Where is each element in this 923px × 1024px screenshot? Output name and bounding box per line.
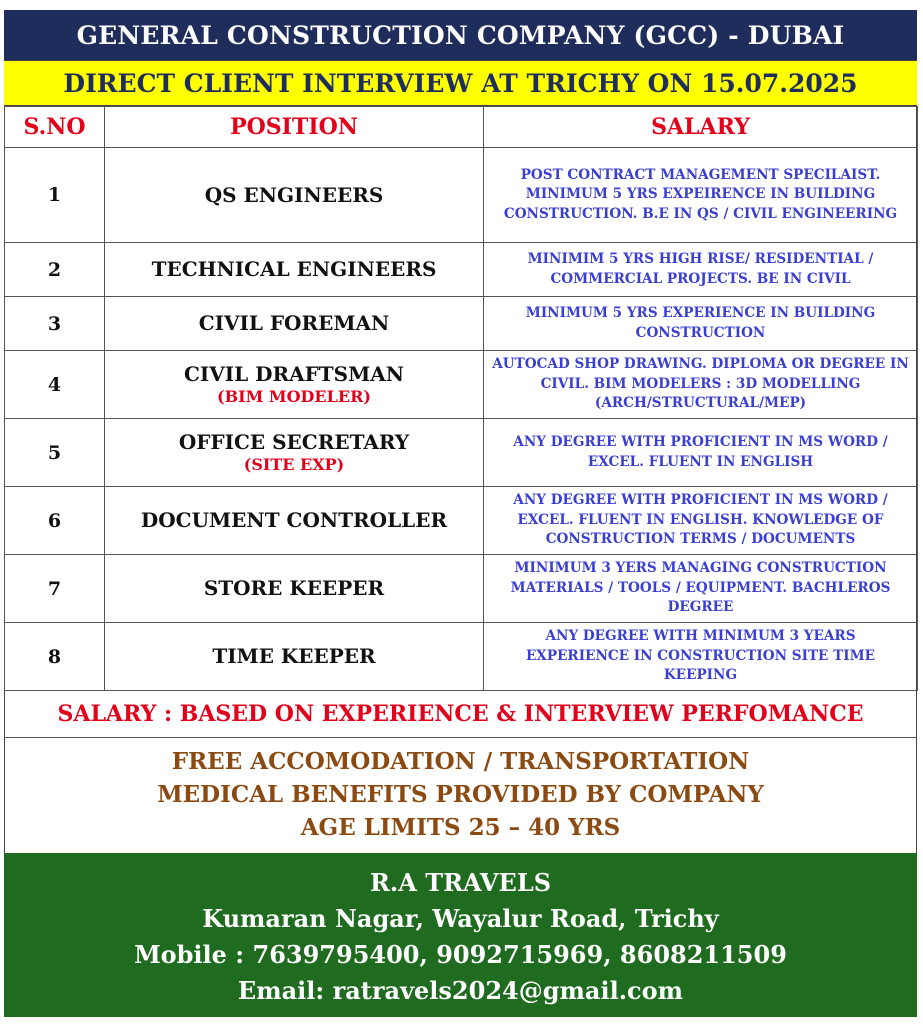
row-sno: 3 — [5, 297, 105, 351]
position-title: DOCUMENT CONTROLLER — [140, 508, 448, 532]
agency-name: R.A TRAVELS — [369, 868, 552, 897]
row-position — [105, 243, 484, 297]
row-position — [105, 419, 484, 487]
table-row — [5, 419, 918, 487]
column-header-position: POSITION — [105, 107, 484, 148]
row-requirement: MINIMUM 3 YERS MANAGING CONSTRUCTION MATERIALS / TOOLS / EQUIPMENT. BACHLEROS DEGREE — [484, 555, 918, 623]
position-title: CIVIL FOREMAN — [198, 311, 390, 335]
column-header-salary: SALARY — [484, 107, 918, 148]
row-sno: 1 — [5, 148, 105, 243]
position-title: OFFICE SECRETARY — [178, 430, 410, 454]
row-sno: 7 — [5, 555, 105, 623]
row-requirement: ANY DEGREE WITH PROFICIENT IN MS WORD / EXCEL. FLUENT IN ENGLISH — [484, 419, 918, 487]
position-note: (BIM MODELER) — [217, 387, 371, 406]
row-requirement: ANY DEGREE WITH PROFICIENT IN MS WORD / EXCEL. FLUENT IN ENGLISH. KNOWLEDGE OF CONSTRUCTION TERMS / DOCUMENTS — [484, 487, 918, 555]
positions-table — [4, 106, 918, 691]
position-title: STORE KEEPER — [203, 576, 385, 600]
table-row — [5, 351, 918, 419]
row-requirement: AUTOCAD SHOP DRAWING. DIPLOMA OR DEGREE IN CIVIL. BIM MODELERS : 3D MODELLING (ARCH/STRUCTURAL/MEP) — [484, 351, 918, 419]
table-header-row — [5, 107, 918, 148]
row-position — [105, 623, 484, 691]
benefit-line: FREE ACCOMODATION / TRANSPORTATION — [171, 748, 750, 775]
table-row — [5, 487, 918, 555]
table-row — [5, 243, 918, 297]
benefits-block — [4, 745, 917, 845]
interview-banner: DIRECT CLIENT INTERVIEW AT TRICHY ON 15.07.2025 — [4, 60, 917, 106]
row-position — [105, 555, 484, 623]
position-title: TECHNICAL ENGINEERS — [151, 257, 437, 281]
row-position — [105, 487, 484, 555]
contact-footer — [4, 853, 917, 1017]
position-note: (SITE EXP) — [243, 455, 345, 474]
row-sno: 4 — [5, 351, 105, 419]
column-header-sno: S.NO — [5, 107, 105, 148]
benefit-line: AGE LIMITS 25 – 40 YRS — [300, 814, 621, 841]
row-sno: 8 — [5, 623, 105, 691]
poster-title: GENERAL CONSTRUCTION COMPANY (GCC) - DUBAI — [4, 10, 917, 60]
agency-email: Email: ratravels2024@gmail.com — [237, 976, 684, 1005]
position-title: TIME KEEPER — [212, 644, 376, 668]
row-sno: 2 — [5, 243, 105, 297]
table-row — [5, 148, 918, 243]
table-row — [5, 555, 918, 623]
row-position — [105, 148, 484, 243]
agency-mobile: Mobile : 7639795400, 9092715969, 8608211509 — [134, 940, 787, 969]
agency-address: Kumaran Nagar, Wayalur Road, Trichy — [202, 904, 719, 933]
table-row — [5, 297, 918, 351]
row-requirement: POST CONTRACT MANAGEMENT SPECILAIST. MINIMUM 5 YRS EXPEIRENCE IN BUILDING CONSTRUCTION. B.E IN QS / CIVIL ENGINEERING — [484, 148, 918, 243]
row-requirement: MINIMUM 5 YRS EXPERIENCE IN BUILDING CONSTRUCTION — [484, 297, 918, 351]
table-row — [5, 623, 918, 691]
salary-note: SALARY : BASED ON EXPERIENCE & INTERVIEW PERFOMANCE — [4, 690, 917, 738]
position-title: CIVIL DRAFTSMAN — [183, 362, 405, 386]
row-position — [105, 297, 484, 351]
row-sno: 6 — [5, 487, 105, 555]
row-requirement: ANY DEGREE WITH MINIMUM 3 YEARS EXPERIENCE IN CONSTRUCTION SITE TIME KEEPING — [484, 623, 918, 691]
row-position — [105, 351, 484, 419]
row-requirement: MINIMIM 5 YRS HIGH RISE/ RESIDENTIAL / COMMERCIAL PROJECTS. BE IN CIVIL — [484, 243, 918, 297]
row-sno: 5 — [5, 419, 105, 487]
benefit-line: MEDICAL BENEFITS PROVIDED BY COMPANY — [157, 781, 764, 808]
position-title: QS ENGINEERS — [204, 182, 384, 207]
